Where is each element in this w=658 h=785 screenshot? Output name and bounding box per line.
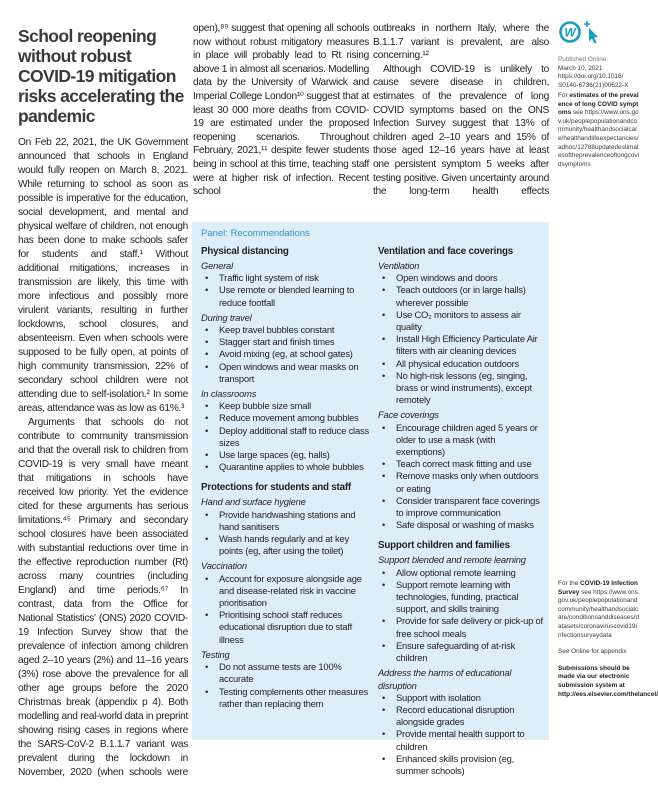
section-heading: Support children and families <box>378 540 510 552</box>
note-link[interactable]: see https://www.ons.gov.uk/peoplepopulationandcommunity/healthandsocialcare/conditionsanddiseases/datasets/coronaviruscovid19infectionsurveydata <box>558 588 640 639</box>
panel-right-column <box>378 245 546 785</box>
list-item: • Quarantine applies to whole bubbles <box>201 461 373 473</box>
panel-group <box>201 560 373 645</box>
panel-group <box>201 496 373 557</box>
subheading: Face coverings <box>378 409 439 421</box>
panel-section <box>378 539 546 777</box>
paragraph: outbreaks in northern Italy, where the B.1.1.7 variant is prevalent, are also concerning.¹² <box>373 23 549 62</box>
bullet-list <box>201 324 373 385</box>
list-item: • Install High Efficiency Particulate Air filters with air cleaning devices <box>378 333 546 357</box>
note-link[interactable]: see https://www.ons.gov.uk/peoplepopulationandcommunity/healthandsocialcare/healthandlifeexpectancies/adhoc/12788updatedestimatesoftheprevalenceoflongcovidsymptoms <box>558 109 640 168</box>
article-title: School reopening without robust COVID-19 mitigation risks accelerating the pandemic <box>18 26 184 126</box>
list-item: • Allow optional remote learning <box>378 567 546 579</box>
list-item: • All physical education outdoors <box>378 358 546 370</box>
doi-link[interactable]: https://doi.org/10.1016/ S0140-6736(21)00622-X <box>558 73 629 89</box>
panel-group <box>378 554 546 664</box>
panel-title: Panel: Recommendations <box>201 228 310 239</box>
side-notes-bottom <box>558 580 658 699</box>
side-note-infection-survey <box>558 580 640 640</box>
subheading: Hand and surface hygiene <box>201 496 306 508</box>
subheading: Vaccination <box>201 560 247 572</box>
list-item: • Keep travel bubbles constant <box>201 324 373 336</box>
panel-section <box>201 481 373 709</box>
note-text: For <box>558 92 570 99</box>
subheading: Ventilation <box>378 260 420 271</box>
recommendations-panel <box>192 222 549 776</box>
body-column-3 <box>373 22 549 199</box>
note-text: For the <box>558 580 581 587</box>
note-bold: estimates of the prevalence of long COVID symptoms <box>558 92 639 117</box>
bullet-list <box>378 422 546 532</box>
list-item: • Enhanced skills provision (eg, summer schools) <box>378 753 546 777</box>
panel-section <box>378 245 546 531</box>
list-item: • Wash hands regularly and at key points (eg, after using the toilet) <box>201 533 373 557</box>
side-note-submissions: Submissions should be made via our electronic submission system at http://ees.elsevier.com/thelancet/ <box>558 664 658 698</box>
published-label: Published Online <box>558 56 607 63</box>
list-item: • Use remote or blended learning to reduce footfall <box>201 284 373 308</box>
list-item: • Traffic light system of risk <box>201 272 373 284</box>
list-item: • Provide mental health support to children <box>378 728 546 752</box>
panel-group <box>201 388 373 473</box>
paragraph: On Feb 22, 2021, the UK Government announced that schools in England would fully reopen on March 8, 2021. While returning to school as soon as possible is imperative for the education, social development, and mental and physical welfare of children, not enough has been done to make schools safer for students and staff.¹ Without additional mitigations, increases in transmission are likely, this time with more infectious and possibly more virulent variants, resulting in further lockdowns, school closures, and absenteeism. Even when schools were supposed to be fully open, at points of high community transmission, 22% of secondary school children were not attending due to self-isolation.² In some areas, attendance was as low as 61%.³ <box>18 137 188 414</box>
list-item: • Remove masks only when outdoors or eating <box>378 470 546 494</box>
list-item: • Safe disposal or washing of masks <box>378 519 546 531</box>
paragraph: open),⁸⁹ suggest that opening all schools now without robust mitigatory measures in place will probably lead to Rt rising above 1 in almost all scenarios. Modelling data by the University of Warwick and Imperial College London¹⁰ suggest that at least 30 000 more deaths from COVID-19 are estimated under the proposed reopening scenarios. Throughout February, 2021,¹¹ despite fewer students being in school at this time, teaching staff were at higher risk of infection. Recent school <box>193 23 369 198</box>
publication-info <box>558 56 640 90</box>
list-item: • Encourage children aged 5 years or older to use a mask (with exemptions) <box>378 422 546 459</box>
list-item: • Use CO₂ monitors to assess air quality <box>378 309 546 333</box>
subheading: General <box>201 260 233 271</box>
panel-left-column <box>201 245 373 718</box>
left-flow <box>18 26 188 780</box>
section-heading: Protections for students and staff <box>201 482 351 494</box>
list-item: • Ensure safeguarding of at-risk children <box>378 640 546 664</box>
list-item: • Account for exposure alongside age and disease-related risk in vaccine prioritisation <box>201 573 373 610</box>
list-item: • Support remote learning with technologies, funding, practical support, and skills training <box>378 579 546 616</box>
list-item: • Support with isolation <box>378 692 546 704</box>
panel-group <box>201 260 373 309</box>
list-item: • Open windows and wear masks on transport <box>201 361 373 385</box>
paragraph: Although COVID-19 is unlikely to cause severe disease in children, estimates of the prevalence of long COVID symptoms based on the ONS Infection Survey suggest that 13% of children aged 2–10 years and 15% of those aged 12–16 years have at least one persistent symptom 5 weeks after testing positive. Given uncertainty around the long-term health effects <box>373 63 549 198</box>
list-item: • Do not assume tests are 100% accurate <box>201 661 373 685</box>
bullet-list <box>201 661 373 710</box>
subheading: Address the harms of educational disruption <box>378 667 512 691</box>
list-item: • Stagger start and finish times <box>201 336 373 348</box>
list-item: • Reduce movement among bubbles <box>201 412 373 424</box>
bullet-list <box>378 567 546 665</box>
body-column-2 <box>193 22 369 199</box>
panel-group <box>201 649 373 710</box>
paragraph: Arguments that schools do not contribute to community transmission and that the overall risk to children from COVID-19 is very small have meant that mitigations in schools have received low priority. Yet the evidence cited for these arguments has serious limitations.⁴⁵ Primary and secondary school closures have been associated with substantial reductions over time in the effective reproduction number (Rt) across many countries (including England) and time periods.⁶⁷ In contrast, data from the Office for National Statistics' (ONS) 2020 COVID-19 Infection Survey show that the prevalence of infection among children aged 2–10 years (2%) and 11–16 years (3%) rose above the prevalence for all other age groups before the 2020 Christmas break (appendix p 4). Both modelling and real-world data in preprint showing rising cases in regions where the SARS-CoV-2 B.1.1.7 variant was prevalent during the lockdown in November, 2020 (when schools were <box>18 417 188 778</box>
list-item: • Prioritising school staff reduces educational disruption due to staff illness <box>201 609 373 646</box>
list-item: • Teach correct mask fitting and use <box>378 458 546 470</box>
bullet-list <box>201 400 373 473</box>
panel-section <box>201 245 373 473</box>
panel-group <box>378 260 546 406</box>
subheading: Testing <box>201 648 230 660</box>
list-item: • Testing complements other measures rather than replacing them <box>201 686 373 710</box>
bullet-list <box>201 509 373 558</box>
body-column-1 <box>18 136 188 780</box>
note-bold: COVID-19 Infection Survey <box>558 580 638 596</box>
list-item: • Consider transparent face coverings to improve communication <box>378 495 546 519</box>
section-heading: Physical distancing <box>201 246 289 257</box>
list-item: • Keep bubble size small <box>201 400 373 412</box>
svg-text:W: W <box>564 25 576 40</box>
side-note-long-covid <box>558 92 640 169</box>
list-item: • Open windows and doors <box>378 272 546 284</box>
panel-group <box>378 667 546 777</box>
w-cursor-logo-icon <box>558 18 608 50</box>
bullet-list <box>378 272 546 406</box>
section-heading: Ventilation and face coverings <box>378 246 514 257</box>
list-item: • Provide for safe delivery or pick-up of free school meals <box>378 615 546 639</box>
bullet-list <box>201 272 373 309</box>
bullet-list <box>378 692 546 777</box>
list-item: • No high-risk lessons (eg, singing, brass or wind instruments), except remotely <box>378 370 546 407</box>
list-item: • Provide handwashing stations and hand sanitisers <box>201 509 373 533</box>
panel-group <box>201 312 373 385</box>
published-date: March 10, 2021 <box>558 64 603 72</box>
bullet-list <box>201 573 373 646</box>
list-item: • Use large spaces (eg, halls) <box>201 449 373 461</box>
subheading: Support blended and remote learning <box>378 554 526 566</box>
subheading: In classrooms <box>201 388 257 400</box>
subheading: During travel <box>201 311 252 323</box>
list-item: • Avoid mixing (eg, at school gates) <box>201 348 373 360</box>
side-note-appendix[interactable]: See Online for appendix <box>558 648 627 656</box>
list-item: • Record educational disruption alongside grades <box>378 704 546 728</box>
panel-group <box>378 409 546 531</box>
list-item: • Deploy additional staff to reduce class sizes <box>201 425 373 449</box>
list-item: • Teach outdoors (or in large halls) wherever possible <box>378 284 546 308</box>
